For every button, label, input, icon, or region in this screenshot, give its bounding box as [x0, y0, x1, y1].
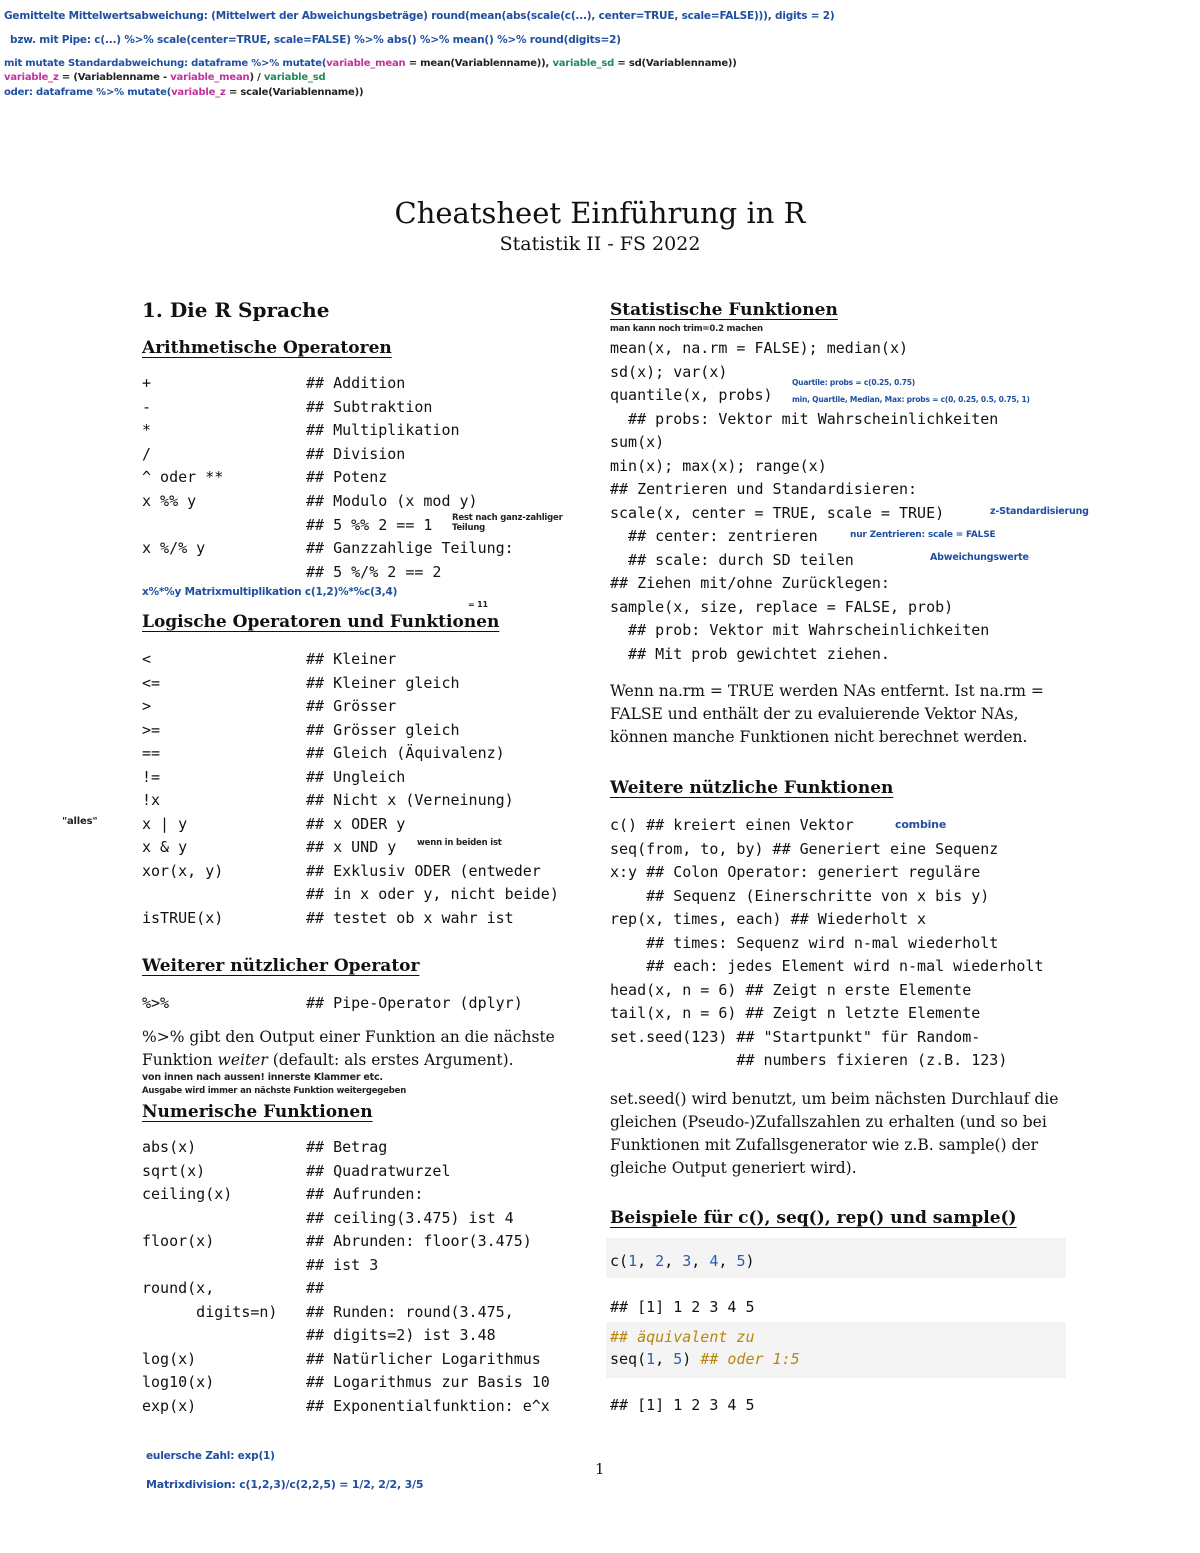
code-comment: ## [306, 1279, 325, 1297]
handwritten-text: = scale(Variablenname)) [225, 87, 364, 98]
code-operator: x | y [142, 814, 188, 833]
code-operator: + [142, 374, 152, 392]
code-line: head(x, n = 6) ## Zeigt n erste Elemente [610, 980, 972, 999]
code-fn: c( [610, 1252, 629, 1270]
handwritten-variable-z: variable_z [4, 72, 59, 83]
code-operator: x & y [142, 838, 188, 856]
code-comment: ## Exponentialfunktion: e^x [306, 1396, 550, 1415]
code-number: 3 [682, 1252, 692, 1270]
code-operator: x %% y [142, 492, 197, 510]
example-c-call: c(1, 2, 3, 4, 5) [610, 1252, 755, 1270]
code-operator: - [142, 397, 152, 416]
handwritten-variable-sd: variable_sd [552, 58, 615, 69]
code-operator: !x [142, 791, 161, 809]
handwritten-euler-note: eulersche Zahl: exp(1) [146, 1450, 275, 1462]
code-comment: ## Ungleich [306, 767, 406, 786]
handwritten-variable-z: variable_z [171, 87, 226, 98]
code-paren: ) [682, 1350, 701, 1368]
example-seq-call: seq(1, 5) ## oder 1:5 [610, 1350, 800, 1368]
code-comment: ## ist 3 [306, 1255, 379, 1274]
code-comment: ## Subtraktion [306, 397, 433, 416]
code-comment: ## Betrag [306, 1138, 388, 1156]
code-number: 5 [736, 1252, 746, 1270]
code-comment: ## oder 1:5 [700, 1350, 800, 1368]
code-line: ## center: zentrieren [610, 527, 818, 545]
handwritten-variable-mean: variable_mean [170, 72, 250, 83]
code-comment: ## in x oder y, nicht beide) [306, 885, 559, 903]
pipe-prose-text: %>% gibt den Output einer Funktion an die nächste Funktion [142, 1028, 555, 1069]
code-line: scale(x, center = TRUE, scale = TRUE) [610, 503, 945, 522]
stat-heading: Statistische Funktionen [610, 300, 838, 320]
pipe-prose-emphasis: weiter [217, 1051, 268, 1069]
code-number: 4 [709, 1252, 719, 1270]
code-comment: ## testet ob x wahr ist [306, 908, 514, 927]
code-operator: isTRUE(x) [142, 908, 224, 927]
code-line: ## each: jedes Element wird n-mal wiederholt [610, 957, 1044, 975]
handwritten-deviation-note: Abweichungswerte [930, 552, 1029, 563]
code-line: rep(x, times, each) ## Wiederholt x [610, 910, 927, 928]
handwritten-or-note: "alles" [62, 816, 98, 827]
code-line: ## probs: Vektor mit Wahrscheinlichkeiten [610, 409, 999, 428]
page-number: 1 [595, 1460, 605, 1478]
handwritten-matrix-division-note: Matrixdivision: c(1,2,3)/c(2,2,5) = 1/2, 2/2, 3/5 [146, 1478, 424, 1491]
numeric-heading: Numerische Funktionen [142, 1102, 373, 1122]
code-comment: ## ceiling(3.475) ist 4 [306, 1208, 514, 1227]
code-comment: ## Gleich (Äquivalenz) [306, 744, 505, 762]
code-comment: ## 5 %% 2 == 1 [306, 515, 433, 534]
pipe-operator-desc: ## Pipe-Operator (dplyr) [306, 994, 523, 1012]
code-comment: ## x UND y [306, 838, 397, 856]
handwritten-text: = (Variablenname - [58, 72, 171, 83]
code-operator: x %/% y [142, 539, 206, 558]
code-comment: ## Ganzzahlige Teilung: [306, 539, 514, 558]
pipe-prose [142, 1026, 592, 1072]
code-comment: ## Aufrunden: [306, 1185, 424, 1203]
handwritten-text: = sd(Variablenname)) [614, 58, 737, 69]
handwritten-quartile-note: Quartile: probs = c(0.25, 0.75) [792, 378, 916, 387]
code-line: ## prob: Vektor mit Wahrscheinlichkeiten [610, 621, 990, 639]
code-operator: xor(x, y) [142, 861, 224, 880]
set-seed-prose: set.seed() wird benutzt, um beim nächsten Durchlauf die gleichen (Pseudo-)Zufallszahlen zu erhalten (und so bei Funktionen mit Zufallsgenerator wie z.B. sample() der gleiche Output generiert wird). [610, 1090, 1059, 1177]
code-line: tail(x, n = 6) ## Zeigt n letzte Elemente [610, 1004, 981, 1022]
code-number: 5 [673, 1350, 683, 1368]
code-number: 1 [646, 1350, 656, 1368]
code-comment: ## Kleiner [306, 650, 397, 668]
code-line: ## numbers fixieren (z.B. 123) [610, 1051, 1008, 1069]
code-operator: round(x, [142, 1279, 215, 1297]
code-line: ## Zentrieren und Standardisieren: [610, 480, 918, 498]
code-comment: ## Grösser gleich [306, 720, 460, 739]
code-comment: ## Natürlicher Logarithmus [306, 1349, 541, 1368]
page-subtitle: Statistik II - FS 2022 [499, 233, 701, 255]
handwritten-modulo-note: Rest nach ganz-zahliger Teilung [452, 513, 563, 533]
code-number: 2 [655, 1252, 665, 1270]
code-line: quantile(x, probs) [610, 386, 773, 404]
code-comment: ## 5 %/% 2 == 2 [306, 562, 442, 581]
example-seq-output: ## [1] 1 2 3 4 5 [610, 1396, 755, 1414]
code-line: seq(from, to, by) ## Generiert eine Sequenz [610, 839, 999, 858]
handwritten-combine-note: combine [895, 818, 947, 831]
code-comment: ## Abrunden: floor(3.475) [306, 1232, 532, 1250]
code-line: x:y ## Colon Operator: generiert reguläre [610, 863, 981, 881]
handwritten-pipe-note-1: von innen nach aussen! innerste Klammer etc. [142, 1072, 383, 1083]
code-line: ## times: Sequenz wird n-mal wiederholt [610, 933, 999, 952]
code-comment: ## Kleiner gleich [306, 673, 460, 692]
handwritten-mean-trim-note: man kann noch trim=0.2 machen [610, 324, 763, 334]
code-comment: ## Runden: round(3.475, [306, 1302, 514, 1321]
code-paren: ) [745, 1252, 755, 1270]
handwritten-matrix-mult-note: x%*%y Matrixmultiplikation c(1,2)%*%c(3,4) [142, 586, 398, 598]
code-operator: ^ oder ** [142, 468, 224, 487]
code-operator: >= [142, 720, 161, 739]
code-comment: ## Modulo (x mod y) [306, 492, 478, 510]
handwritten-variable-mean: variable_mean [326, 58, 406, 69]
more-functions-heading: Weitere nützliche Funktionen [610, 778, 894, 798]
pipe-prose-text: (default: als erstes Argument). [267, 1051, 514, 1069]
code-operator: log(x) [142, 1349, 197, 1368]
code-line: c() ## kreiert einen Vektor [610, 816, 854, 834]
handwritten-and-note: wenn in beiden ist [417, 838, 502, 848]
handwritten-text: ) / [249, 72, 264, 83]
section-title: 1. Die R Sprache [142, 298, 330, 322]
pipe-heading: Weiterer nützlicher Operator [142, 956, 420, 976]
code-comment: ## Logarithmus zur Basis 10 [306, 1373, 550, 1391]
code-comment: ## x ODER y [306, 814, 406, 833]
handwritten-z-standardization-note: z-Standardisierung [990, 506, 1089, 517]
handwritten-note-mutate-sd [4, 58, 737, 69]
code-operator: digits=n) [142, 1302, 278, 1321]
handwritten-note-pipe-version: bzw. mit Pipe: c(...) %>% scale(center=TRUE, scale=FALSE) %>% abs() %>% mean() %>% round(digits=2) [10, 34, 621, 46]
na-rm-prose: Wenn na.rm = TRUE werden NAs entfernt. Ist na.rm = FALSE und enthält der zu evaluierende Vektor NAs, können manche Funktionen nicht berechnet werden. [610, 682, 1044, 746]
code-operator: > [142, 697, 152, 715]
code-operator: exp(x) [142, 1396, 197, 1415]
code-comment: ## Addition [306, 374, 406, 392]
handwritten-variable-sd: variable_sd [263, 72, 326, 83]
code-operator: < [142, 650, 152, 668]
code-line: set.seed(123) ## "Startpunkt" für Random- [610, 1027, 981, 1046]
handwritten-text: = mean(Variablenname)), [405, 58, 553, 69]
code-number: 1 [628, 1252, 638, 1270]
example-c-output: ## [1] 1 2 3 4 5 [610, 1298, 755, 1316]
code-operator: sqrt(x) [142, 1161, 206, 1180]
code-comment: ## Multiplikation [306, 421, 460, 440]
page-title: Cheatsheet Einführung in R [394, 196, 806, 230]
code-line: sample(x, size, replace = FALSE, prob) [610, 597, 954, 616]
handwritten-center-note: nur Zentrieren: scale = FALSE [850, 530, 996, 540]
code-line: ## Ziehen mit/ohne Zurücklegen: [610, 574, 890, 592]
code-comment: ## Quadratwurzel [306, 1161, 451, 1180]
code-line: sum(x) [610, 433, 665, 451]
code-line: min(x); max(x); range(x) [610, 456, 827, 475]
code-operator: abs(x) [142, 1138, 197, 1156]
handwritten-quantile-note: min, Quartile, Median, Max: probs = c(0, 0.25, 0.5, 0.75, 1) [792, 395, 1030, 404]
logic-heading: Logische Operatoren und Funktionen [142, 612, 500, 632]
code-comment: ## digits=2) ist 3.48 [306, 1326, 496, 1344]
code-operator: <= [142, 673, 161, 692]
code-line: sd(x); var(x) [610, 362, 728, 381]
arith-heading: Arithmetische Operatoren [142, 338, 392, 358]
code-comment: ## Division [306, 444, 406, 463]
handwritten-matrix-mult-result: = 11 [468, 600, 488, 609]
code-operator: floor(x) [142, 1232, 215, 1250]
code-line: mean(x, na.rm = FALSE); median(x) [610, 339, 909, 357]
code-operator: != [142, 767, 161, 786]
handwritten-note-mean-deviation: Gemittelte Mittelwertsabweichung: (Mittelwert der Abweichungsbeträge) round(mean(abs(scale(c(...), center=TRUE, scale=FALSE))), digits = 2) [4, 10, 835, 22]
code-comment: ## Nicht x (Verneinung) [306, 791, 514, 809]
code-operator: ceiling(x) [142, 1185, 233, 1203]
code-comment: ## Grösser [306, 697, 397, 715]
handwritten-text: oder: dataframe %>% mutate( [4, 87, 172, 98]
handwritten-text: mit mutate Standardabweichung: dataframe %>% mutate( [4, 58, 327, 69]
examples-heading: Beispiele für c(), seq(), rep() und sample() [610, 1208, 1017, 1228]
handwritten-note-z-formula [4, 72, 325, 83]
code-comment: ## Exklusiv ODER (entweder [306, 861, 541, 880]
pipe-operator: %>% [142, 994, 170, 1012]
example-comment: ## äquivalent zu [610, 1328, 755, 1346]
code-operator: / [142, 444, 152, 463]
handwritten-note-scale-alternative [4, 87, 363, 98]
code-operator: log10(x) [142, 1373, 215, 1391]
code-line: ## Sequenz (Einerschritte von x bis y) [610, 886, 990, 905]
code-fn: seq( [610, 1350, 647, 1368]
code-comment: ## Potenz [306, 468, 388, 487]
code-operator: * [142, 421, 152, 440]
handwritten-pipe-note-2: Ausgabe wird immer an nächste Funktion weitergegeben [142, 1086, 407, 1096]
code-line: ## scale: durch SD teilen [610, 550, 854, 569]
code-operator: == [142, 744, 161, 762]
code-line: ## Mit prob gewichtet ziehen. [610, 644, 890, 663]
